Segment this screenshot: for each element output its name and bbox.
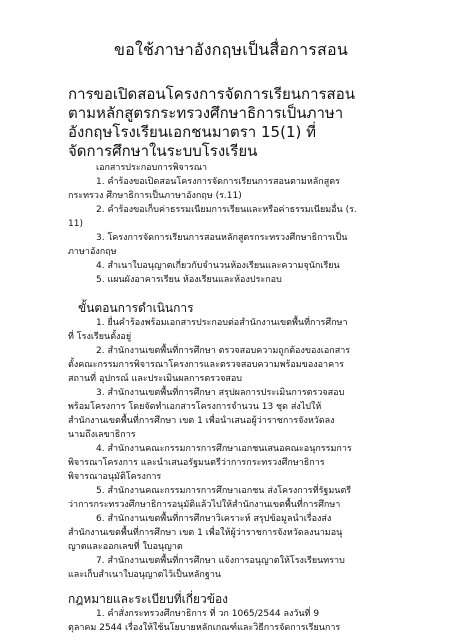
steps-line: พิจารณาโครงการ และนำเสนอรัฐมนตรีว่าการกระทรวงศึกษาธิการ [68, 458, 325, 468]
documents-line: 1. คำร้องขอเปิดสอนโครงการจัดการเรียนการสอนตามหลักสูตร [96, 177, 340, 187]
steps-line: พิจารณาอนุมัติโครงการ [68, 472, 162, 482]
documents-line: 4. สำเนาใบอนุญาตเกี่ยวกับจำนวนห้องเรียนและความจุนักเรียน [96, 261, 340, 271]
law-section-title: กฎหมายและระเบียบที่เกี่ยวข้อง [68, 592, 229, 606]
documents-line: 2. คำร้องขอเก็บค่าธรรมเนียมการเรียนและหรือค่าธรรมเนียมอื่น (ร. [96, 205, 357, 215]
law-section [68, 592, 394, 635]
law-line: 1. คำสั่งกระทรวงศึกษาธิการ ที่ วก 1065/2544 ลงวันที่ 9 [96, 609, 320, 619]
steps-section-title: ขั้นตอนการดำเนินการ [78, 301, 194, 315]
heading-line: การขอเปิดสอนโครงการจัดการเรียนการสอน [68, 85, 355, 103]
document-title: ขอใช้ภาษาอังกฤษเป็นสื่อการสอน [114, 40, 348, 59]
steps-line: ที่ โรงเรียนตั้งอยู่ [68, 332, 132, 342]
steps-line: พร้อมโครงการ โดยจัดทำเอกสารโครงการจำนวน 13 ชุด ส่งไปให้ [68, 402, 322, 412]
documents-section [68, 161, 394, 287]
steps-line: ญาตและออกเลขที่ ใบอนุญาต [68, 542, 183, 552]
steps-line: 7. สำนักงานเขตพื้นที่การศึกษา แจ้งการอนุญาตให้โรงเรียนทราบ [96, 556, 345, 566]
steps-line: นามถึงเลขาธิการ [68, 430, 136, 440]
documents-line: 11) [68, 219, 83, 229]
documents-line: 3. โครงการจัดการเรียนการสอนหลักสูตรกระทรวงศึกษาธิการเป็น [96, 233, 348, 243]
steps-line: สำนักงานเขตพื้นที่การศึกษา เขต 1 เพื่อนำเสนอผู้ว่าราชการจังหวัดลง [68, 416, 335, 426]
steps-section [68, 301, 394, 582]
heading-line: อังกฤษโรงเรียนเอกชนมาตรา 15(1) ที่ [68, 123, 316, 141]
steps-line: 3. สำนักงานเขตพื้นที่การศึกษา สรุปผลการประเมินการตรวจสอบ [96, 388, 345, 398]
steps-line: สำนักงานเขตพื้นที่การศึกษา เขต 1 เพื่อให้ผู้ว่าราชการจังหวัดลงนามอนุ [68, 528, 343, 538]
documents-line: กระทรวง ศึกษาธิการเป็นภาษาอังกฤษ (ร.11) [68, 191, 242, 201]
main-heading [68, 85, 394, 161]
law-line: ตุลาคม 2544 เรื่องให้ใช้นโยบายหลักเกณฑ์และวิธีการจัดการเรียนการ [68, 623, 341, 633]
steps-line: 2. สำนักงานเขตพื้นที่การศึกษา ตรวจสอบความถูกต้องของเอกสาร [96, 346, 351, 356]
steps-line: 4. สำนักงานคณะกรรมการการศึกษาเอกชนเสนอคณะอนุกรรมการ [96, 444, 352, 454]
steps-line: 1. ยื่นคำร้องพร้อมเอกสารประกอบต่อสำนักงานเขตพื้นที่การศึกษา [96, 318, 348, 328]
documents-section-title: เอกสารประกอบการพิจารณา [96, 163, 208, 173]
documents-line: 5. แผนผังอาคารเรียน ห้องเรียนและห้องประกอบ [96, 275, 282, 285]
steps-line: ตั้งคณะกรรมการพิจารณาโครงการและตรวจสอบความพร้อมของอาคาร [68, 360, 344, 370]
steps-line: ว่าการกระทรวงศึกษาธิการอนุมัติแล้วไปให้สำนักงานเขตพื้นที่การศึกษา [68, 500, 341, 510]
heading-line: จัดการศึกษาในระบบโรงเรียน [68, 142, 258, 160]
steps-line: สถานที่ อุปกรณ์ และประเมินผลการตรวจสอบ [68, 374, 242, 384]
steps-line: และเก็บสำเนาใบอนุญาตไว้เป็นหลักฐาน [68, 570, 222, 580]
steps-line: 5. สำนักงานคณะกรรมการการศึกษาเอกชน ส่งโครงการที่รัฐมนตรี [96, 486, 352, 496]
steps-line: 6. สำนักงานเขตพื้นที่การศึกษาวิเคราะห์ สรุปข้อมูลนำเรื่องส่ง [96, 514, 332, 524]
heading-line: ตามหลักสูตรกระทรวงศึกษาธิการเป็นภาษา [68, 104, 344, 122]
documents-line: ภาษาอังกฤษ [68, 247, 117, 257]
